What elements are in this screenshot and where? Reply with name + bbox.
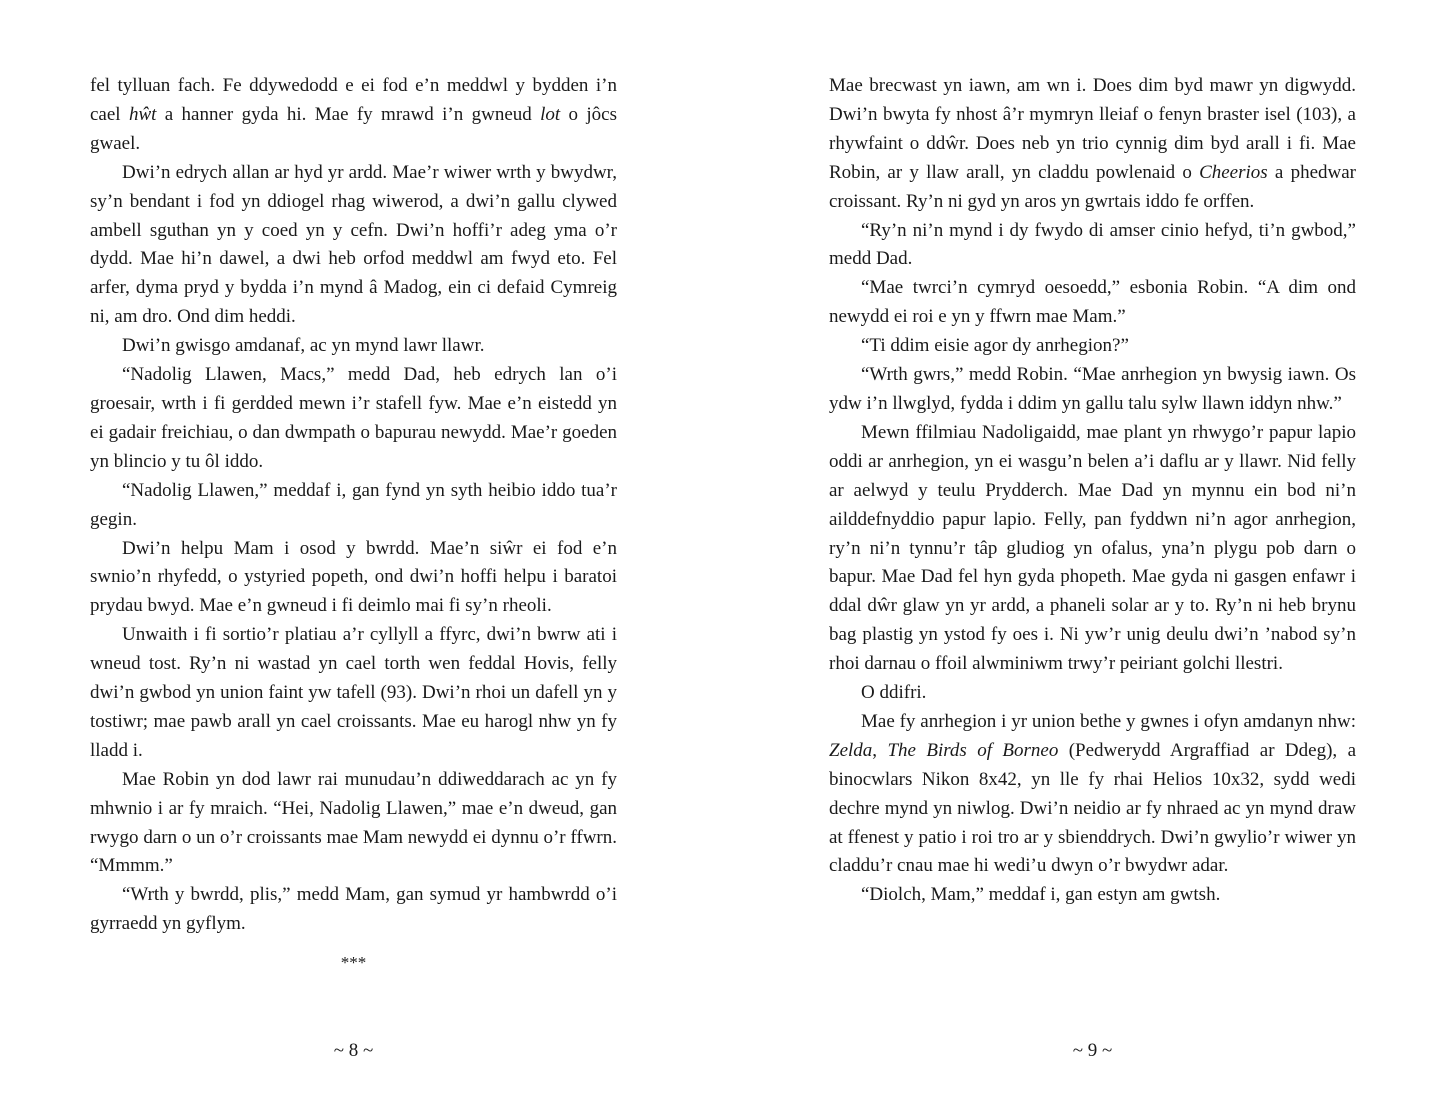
text-run: O ddifri. xyxy=(861,682,927,704)
text-run: Dwi’n gwisgo amdanaf, ac yn mynd lawr llawr. xyxy=(122,335,485,357)
paragraph xyxy=(829,708,1356,881)
text-run: “Ry’n ni’n mynd i dy fwydo di amser cinio hefyd, ti’n gwbod,” medd Dad. xyxy=(829,219,1356,270)
left-page xyxy=(90,72,617,977)
paragraph xyxy=(829,419,1356,679)
paragraph xyxy=(90,766,617,882)
text-run: “Ti ddim eisie agor dy anrhegion?” xyxy=(861,335,1129,357)
paragraph xyxy=(829,274,1356,332)
text-run: Mae Robin yn dod lawr rai munudau’n ddiweddarach ac yn fy mhwnio i ar fy mraich. “Hei, Nadolig Llawen,” mae e’n dweud, gan rwygo darn o un o’r croissants mae Mam newydd ei dynnu o’r ffwrn. “Mmmm.” xyxy=(90,768,617,877)
text-run: a hanner gyda hi. Mae fy mrawd i’n gwneud xyxy=(156,103,541,125)
text-run: (Pedwerydd Argraffiad ar Ddeg), a binocwlars Nikon 8x42, yn lle fy rhai Helios 10x32, sydd wedi dechre mynd yn niwlog. Dwi’n neidio ar fy nhraed ac yn mynd draw at ffenest y patio i roi tro ar y sbienddrych. Dwi’n gwylio’r wiwer yn claddu’r cnau mae hi wedi’u dwyn o’r bwydwr adar. xyxy=(829,739,1356,877)
text-run: fel tylluan fach. Fe ddywedodd e ei fod e’n meddwl y bydden i’n cael xyxy=(90,75,617,125)
text-run: Mae fy anrhegion i yr union bethe y gwnes i ofyn amdanyn nhw: xyxy=(861,710,1356,732)
paragraph xyxy=(90,477,617,535)
text-run: Mae brecwast yn iawn, am wn i. Does dim byd mawr yn digwydd. Dwi’n bwyta fy nhost â’r mymryn lleiaf o fenyn braster isel (103), a rhywfaint o ddŵr. Does neb yn trio cynnig dim byd arall i fi. Mae Robin, ar y llaw arall, yn claddu powlenaid o xyxy=(829,75,1356,183)
left-page-text xyxy=(90,72,617,939)
text-run: “Diolch, Mam,” meddaf i, gan estyn am gwtsh. xyxy=(861,884,1221,906)
text-run: Dwi’n edrych allan ar hyd yr ardd. Mae’r wiwer wrth y bwydwr, sy’n bendant i fod yn ddiogel rhag wiwerod, a dwi’n gallu clywed ambell sguthan yn y coed yn y cefn. Dwi’n hoffi’r adeg yma o’r dydd. Mae hi’n dawel, a dwi heb orfod meddwl am fwyd eto. Fel arfer, dyma pryd y bydda i’n mynd â Madog, ein ci defaid Cymreig ni, am dro. Ond dim heddi. xyxy=(90,161,617,328)
italic-text: Cheerios xyxy=(1199,161,1268,183)
text-run: o jôcs gwael. xyxy=(90,103,618,154)
paragraph xyxy=(829,72,1356,217)
text-run: , xyxy=(872,739,888,761)
paragraph xyxy=(90,332,617,361)
italic-text: The Birds of Borneo xyxy=(887,739,1059,761)
text-run: a phedwar croissant. Ry’n ni gyd yn aros yn gwrtais iddo fe orffen. xyxy=(829,161,1356,212)
paragraph xyxy=(90,881,617,939)
paragraph xyxy=(90,72,617,159)
right-page xyxy=(829,72,1356,910)
paragraph xyxy=(829,679,1356,708)
paragraph xyxy=(829,881,1356,910)
page-number-left: ~ 8 ~ xyxy=(333,1040,374,1061)
text-run: “Wrth y bwrdd, plis,” medd Mam, gan symud yr hambwrdd o’i gyrraedd yn gyflym. xyxy=(90,884,617,935)
paragraph xyxy=(90,621,617,766)
text-run: “Mae twrci’n cymryd oesoedd,” esbonia Robin. “A dim ond newydd ei roi e yn y ffwrn mae Mam.” xyxy=(829,277,1356,328)
text-run: “Nadolig Llawen,” meddaf i, gan fynd yn syth heibio iddo tua’r gegin. xyxy=(90,479,617,530)
italic-text: Zelda xyxy=(829,739,873,761)
page-number-right: ~ 9 ~ xyxy=(1072,1040,1113,1061)
text-run: Unwaith i fi sortio’r platiau a’r cyllyll a ffyrc, dwi’n bwrw ati i wneud tost. Ry’n ni wastad yn cael torth wen feddal Hovis, felly dwi’n gwbod yn union faint yw tafell (93). Dwi’n rhoi un dafell yn y tostiwr; mae pawb arall yn cael croissants. Mae eu harogl nhw yn fy lladd i. xyxy=(90,624,617,761)
paragraph xyxy=(90,159,617,332)
italic-text: lot xyxy=(540,103,561,125)
paragraph xyxy=(829,361,1356,419)
paragraph xyxy=(90,361,617,477)
paragraph xyxy=(90,535,617,622)
paragraph xyxy=(829,217,1356,275)
right-page-text xyxy=(829,72,1356,910)
text-run: “Nadolig Llawen, Macs,” medd Dad, heb edrych lan o’i groesair, wrth i fi gerdded mewn i’r stafell fyw. Mae e’n eistedd yn ei gadair freichiau, o dan dwmpath o bapurau newydd. Mae’r goeden yn blincio y tu ôl iddo. xyxy=(90,364,617,472)
italic-text: hŵt xyxy=(128,103,157,125)
text-run: “Wrth gwrs,” medd Robin. “Mae anrhegion yn bwysig iawn. Os ydw i’n llwglyd, fydda i ddim yn gallu talu sylw llawn iddyn nhw.” xyxy=(829,364,1356,414)
text-run: Mewn ffilmiau Nadoligaidd, mae plant yn rhwygo’r papur lapio oddi ar anrhegion, yn ei wasgu’n belen a’i daflu ar y llawr. Nid felly ar aelwyd y teulu Prydderch. Mae Dad yn mynnu ein bod ni’n ailddefnyddio papur lapio. Felly, pan fyddwn ni’n agor anrhegion, ry’n ni’n tynnu’r tâp gludiog yn ofalus, yna’n plygu pob darn o bapur. Mae Dad fel hyn gyda phopeth. Mae gyda ni gasgen enfawr i ddal dŵr glaw yn yr ardd, a phaneli solar ar y to. Ry’n ni heb brynu bag plastig yn ystod fy oes i. Ni yw’r unig deulu dwi’n ’nabod sy’n rhoi darnau o ffoil alwminiwm trwy’r peiriant golchi llestri. xyxy=(829,421,1356,675)
text-run: Dwi’n helpu Mam i osod y bwrdd. Mae’n siŵr ei fod e’n swnio’n rhyfedd, o ystyried popeth, ond dwi’n hoffi helpu i baratoi prydau bwyd. Mae e’n gwneud i fi deimlo mai fi sy’n rheoli. xyxy=(90,537,617,617)
paragraph xyxy=(829,332,1356,361)
section-separator: *** xyxy=(340,953,367,973)
